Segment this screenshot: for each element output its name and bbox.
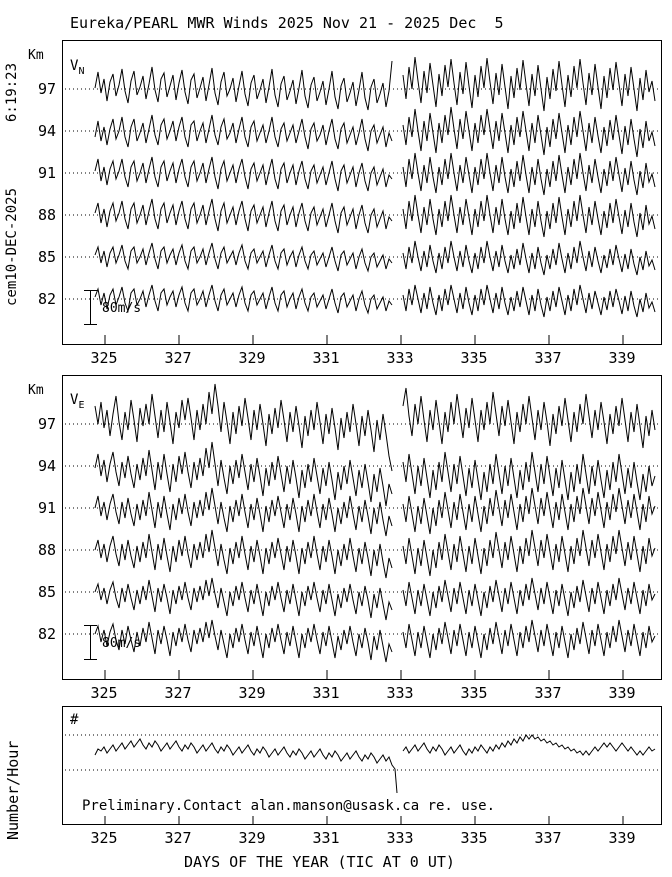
panel-ve-component-sub: E	[78, 399, 85, 411]
ytick-vn-97: 97	[37, 80, 56, 98]
panel-vn-plot	[63, 41, 661, 344]
xtick-ve-339: 339	[608, 684, 636, 702]
panel-vn-scale-label: 80m/s	[102, 301, 142, 316]
xtick-vn-325: 325	[90, 349, 118, 367]
ytick-vn-88: 88	[37, 206, 56, 224]
xtick-ve-333: 333	[386, 684, 414, 702]
ytick-ve-94: 94	[37, 457, 56, 475]
ytick-vn-94: 94	[37, 122, 56, 140]
ytick-ve-88: 88	[37, 541, 56, 559]
xtick-counts-333: 333	[386, 829, 414, 847]
xtick-vn-327: 327	[164, 349, 192, 367]
panel-ve-component-letter: V	[70, 392, 79, 408]
ytick-vn-85: 85	[37, 248, 56, 266]
panel-vn-component-letter: V	[70, 58, 79, 74]
panel-ve-km-label: Km	[28, 383, 44, 398]
xtick-counts-331: 331	[312, 829, 340, 847]
panel-vn-component-sub: N	[78, 65, 85, 77]
panel-ve	[62, 375, 662, 680]
xtick-counts-335: 335	[460, 829, 488, 847]
xtick-counts-329: 329	[238, 829, 266, 847]
xtick-ve-331: 331	[312, 684, 340, 702]
x-axis-label: DAYS OF THE YEAR (TIC AT 0 UT)	[184, 853, 455, 871]
xtick-counts-337: 337	[534, 829, 562, 847]
preliminary-note: Preliminary.Contact alan.manson@usask.ca re. use.	[82, 798, 496, 814]
xtick-vn-331: 331	[312, 349, 340, 367]
panel-vn-km-label: Km	[28, 48, 44, 63]
ytick-vn-91: 91	[37, 164, 56, 182]
ytick-ve-82: 82	[37, 625, 56, 643]
xtick-counts-339: 339	[608, 829, 636, 847]
panel-ve-plot	[63, 376, 661, 679]
xtick-vn-333: 333	[386, 349, 414, 367]
xtick-counts-327: 327	[164, 829, 192, 847]
xtick-ve-327: 327	[164, 684, 192, 702]
xtick-ve-325: 325	[90, 684, 118, 702]
panel-vn	[62, 40, 662, 345]
counts-ylabel: Number/Hour	[4, 740, 22, 840]
page-title: Eureka/PEARL MWR Winds 2025 Nov 21 - 2025 Dec 5	[70, 14, 504, 32]
xtick-counts-325: 325	[90, 829, 118, 847]
ytick-ve-91: 91	[37, 499, 56, 517]
system-label: cem10-DEC-2025	[4, 187, 20, 306]
xtick-ve-335: 335	[460, 684, 488, 702]
ytick-ve-97: 97	[37, 415, 56, 433]
xtick-ve-329: 329	[238, 684, 266, 702]
ytick-vn-82: 82	[37, 290, 56, 308]
panel-ve-scale-label: 80m/s	[102, 636, 142, 651]
timestamp-label: 6:19:23	[4, 62, 20, 122]
ytick-ve-85: 85	[37, 583, 56, 601]
xtick-vn-337: 337	[534, 349, 562, 367]
panel-ve-component-label	[70, 392, 84, 411]
xtick-vn-329: 329	[238, 349, 266, 367]
xtick-vn-339: 339	[608, 349, 636, 367]
xtick-vn-335: 335	[460, 349, 488, 367]
panel-vn-component-label	[70, 58, 84, 77]
xtick-ve-337: 337	[534, 684, 562, 702]
panel-counts-component-label: #	[70, 712, 79, 728]
